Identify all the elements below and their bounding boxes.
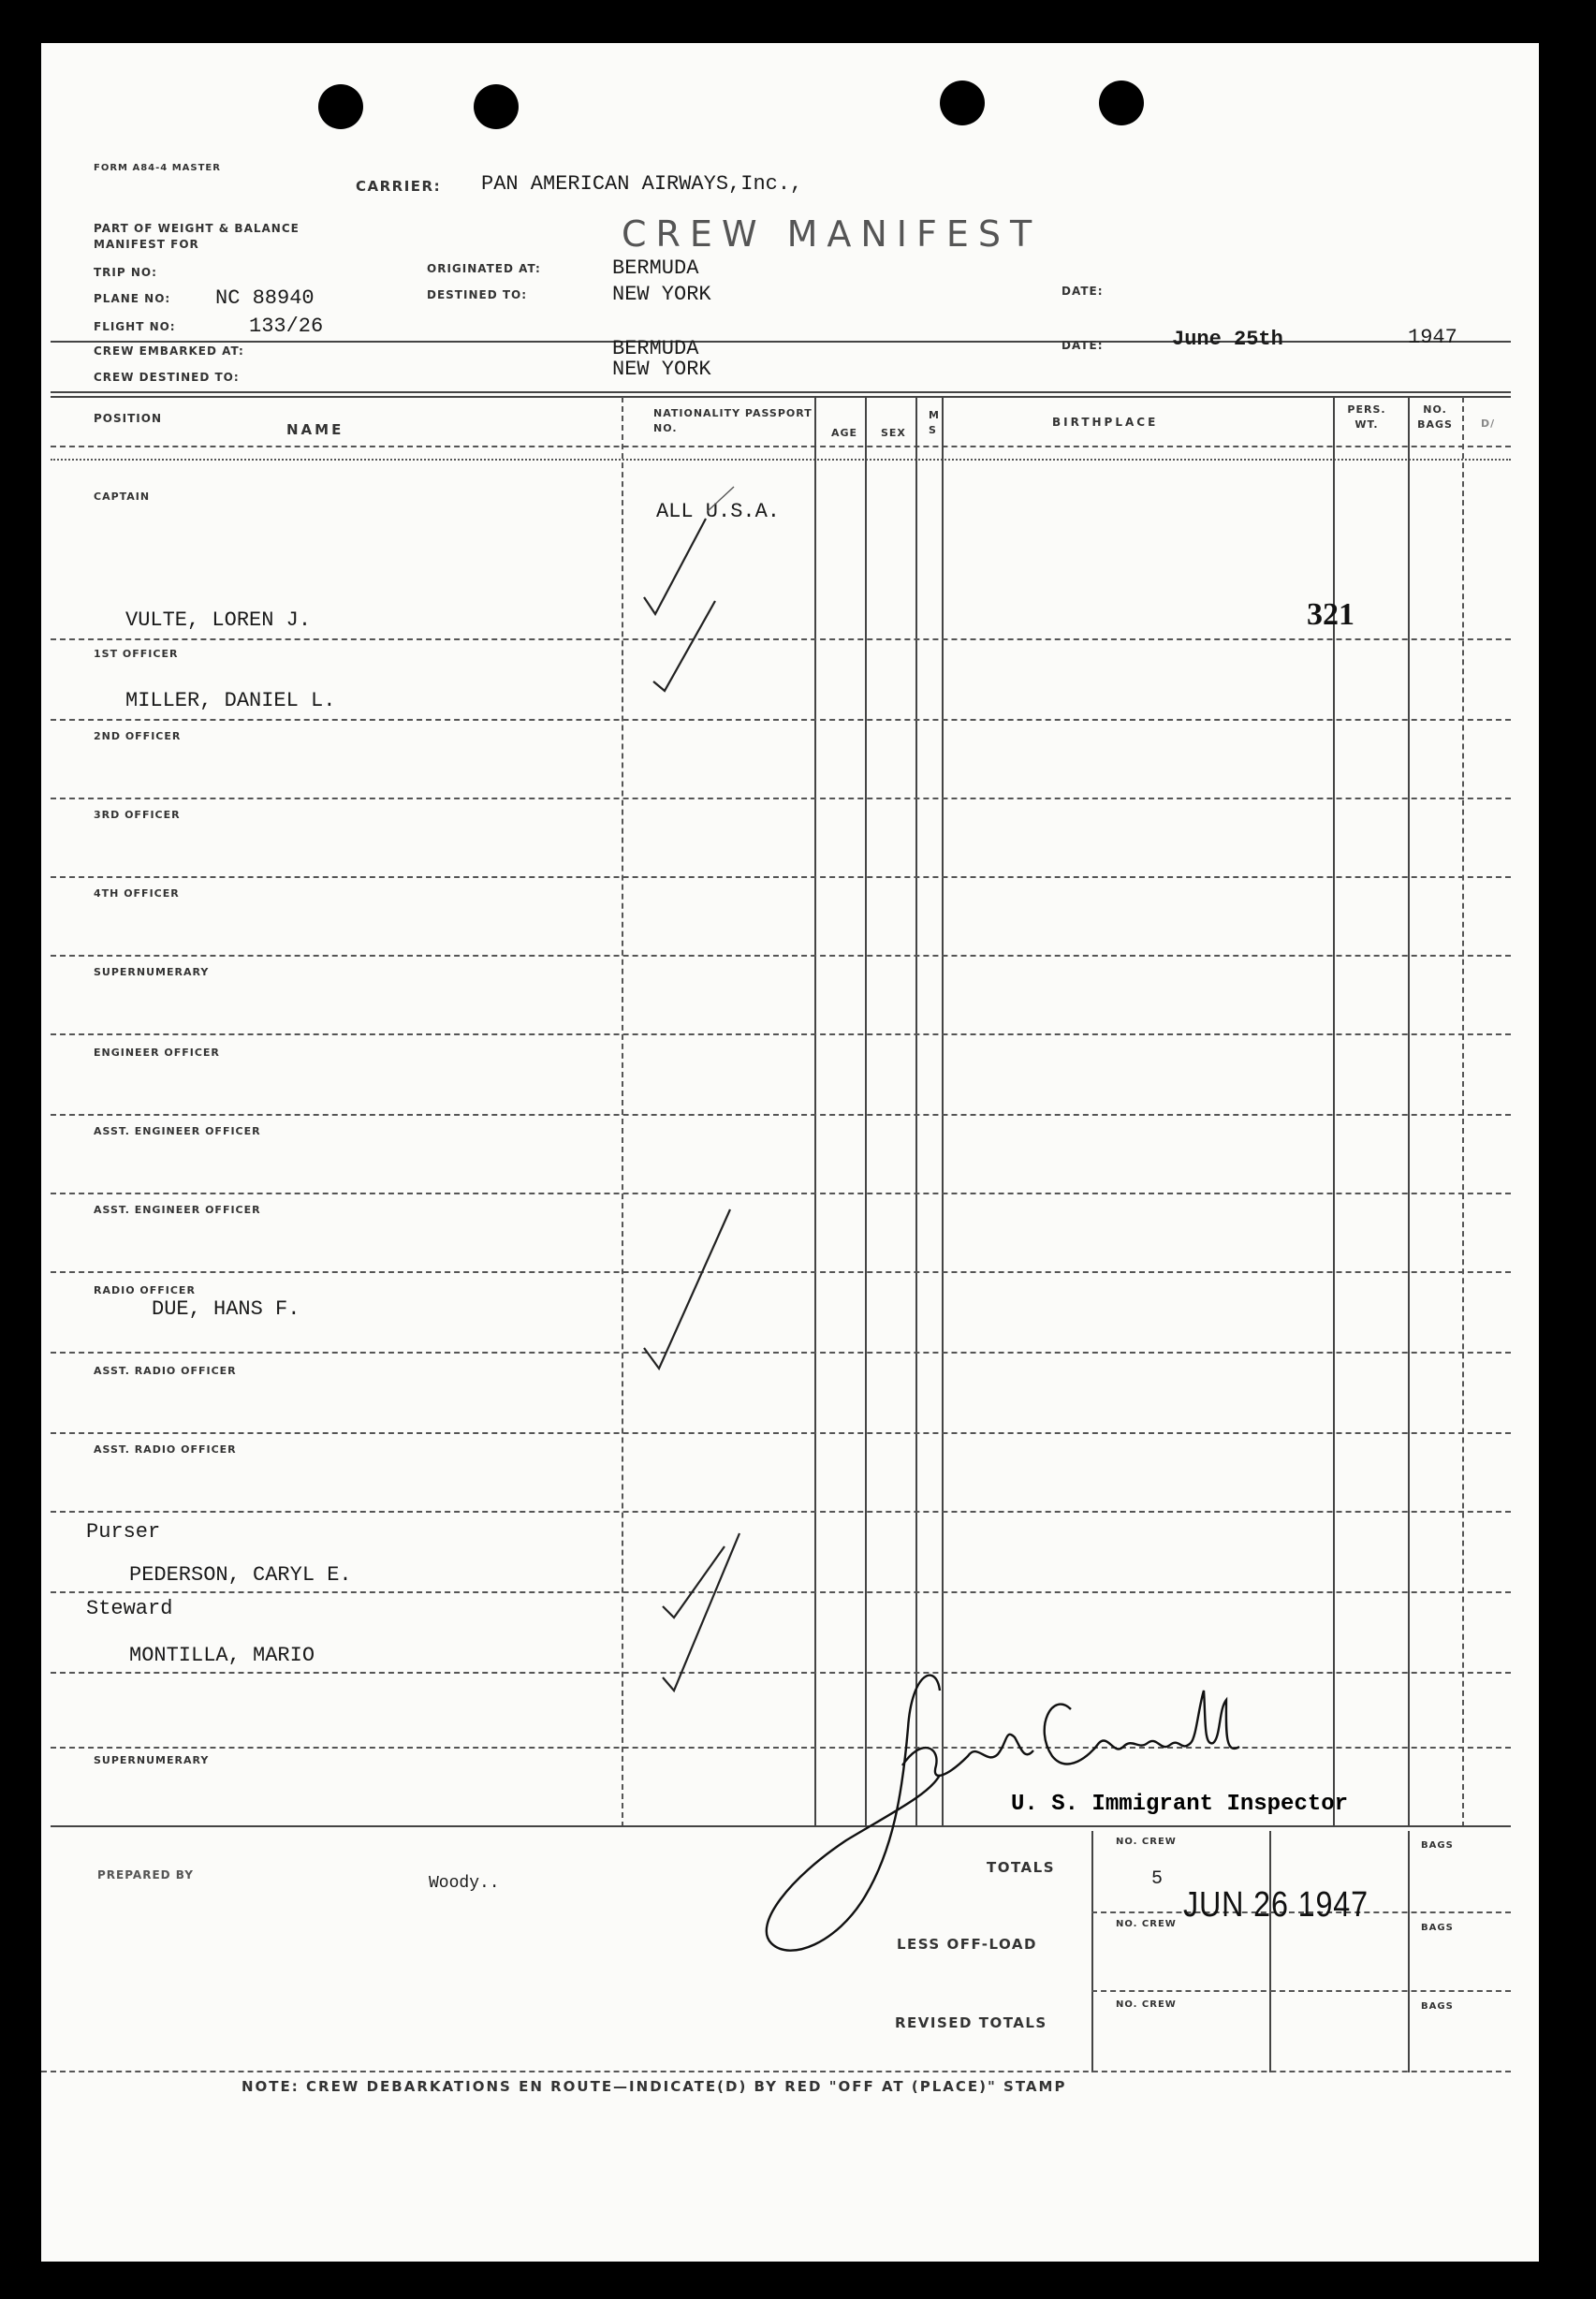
totals-rule bbox=[1091, 1990, 1511, 1992]
carrier-label: CARRIER: bbox=[356, 178, 442, 195]
row-name: MILLER, DANIEL L. bbox=[125, 689, 336, 712]
less-offload-label: LESS OFF-LOAD bbox=[897, 1936, 1037, 1953]
col-divider bbox=[915, 397, 917, 1827]
row-position: 3RD OFFICER bbox=[94, 809, 181, 821]
crew-destined-value: NEW YORK bbox=[612, 358, 711, 381]
punch-hole bbox=[1099, 81, 1144, 125]
row-name: PEDERSON, CARYL E. bbox=[129, 1563, 352, 1587]
bags-label: BAGS bbox=[1421, 2001, 1454, 2012]
totals-rule bbox=[41, 2071, 1511, 2072]
row-position: ASST. RADIO OFFICER bbox=[94, 1443, 237, 1456]
prepared-label: PREPARED BY bbox=[97, 1868, 194, 1882]
col-sex: SEX bbox=[881, 427, 906, 439]
row-rule bbox=[51, 1511, 1511, 1513]
row-rule bbox=[51, 1352, 1511, 1354]
date-stamp: JUN 26 1947 bbox=[1183, 1885, 1369, 1925]
row-position: SUPERNUMERARY bbox=[94, 966, 210, 978]
punch-hole bbox=[318, 84, 363, 129]
col-divider bbox=[622, 397, 623, 1827]
row-position: Steward bbox=[86, 1597, 173, 1620]
footer-note: NOTE: CREW DEBARKATIONS EN ROUTE—INDICATE(D) BY RED "OFF AT (PLACE)" STAMP bbox=[242, 2078, 1067, 2095]
header-rule bbox=[51, 459, 1511, 461]
carrier-value: PAN AMERICAN AIRWAYS,Inc., bbox=[481, 172, 803, 196]
col-divider bbox=[942, 397, 944, 1827]
flight-label: FLIGHT NO: bbox=[94, 320, 176, 333]
row-rule bbox=[51, 1193, 1511, 1194]
row-position: 4TH OFFICER bbox=[94, 887, 180, 900]
col-name: NAME bbox=[286, 421, 344, 438]
col-nationality: NATIONALITY PASSPORT NO. bbox=[653, 407, 813, 434]
punch-hole bbox=[940, 81, 985, 125]
crew-destined-label: CREW DESTINED TO: bbox=[94, 371, 240, 384]
check-mark-radio bbox=[640, 1194, 753, 1382]
row-rule bbox=[51, 955, 1511, 957]
no-crew-label: NO. CREW bbox=[1116, 1837, 1177, 1847]
destined-value: NEW YORK bbox=[612, 283, 711, 306]
col-position: POSITION bbox=[94, 412, 162, 425]
col-pers-wt: PERS. WT. bbox=[1347, 403, 1386, 431]
table-top-rule bbox=[51, 396, 1511, 398]
page-title: CREW MANIFEST bbox=[622, 213, 1042, 255]
no-crew-label: NO. CREW bbox=[1116, 1919, 1177, 1929]
row-name: DUE, HANS F. bbox=[152, 1297, 300, 1321]
bags-label: BAGS bbox=[1421, 1923, 1454, 1933]
punch-hole bbox=[474, 84, 519, 129]
date-value: June 25th bbox=[1172, 328, 1283, 351]
row-rule bbox=[51, 1114, 1511, 1116]
manifest-page bbox=[41, 43, 1539, 2262]
col-ms: M S bbox=[929, 409, 940, 436]
plane-label: PLANE NO: bbox=[94, 292, 171, 305]
row-rule bbox=[51, 1591, 1511, 1593]
col-age: AGE bbox=[831, 427, 858, 439]
form-code: FORM A84-4 MASTER bbox=[94, 163, 221, 173]
header-rule bbox=[51, 446, 1511, 447]
check-marks-top bbox=[640, 474, 753, 773]
crew-embarked-value: BERMUDA bbox=[612, 337, 699, 360]
crew-embarked-label: CREW EMBARKED AT: bbox=[94, 344, 244, 358]
date-label-2: DATE: bbox=[1062, 339, 1104, 352]
flight-value: 133/26 bbox=[249, 315, 324, 338]
col-divider bbox=[1408, 397, 1410, 1827]
row-position: ENGINEER OFFICER bbox=[94, 1047, 220, 1059]
row-name: VULTE, LOREN J. bbox=[125, 608, 312, 632]
prepared-by: Woody.. bbox=[429, 1874, 500, 1893]
row-position: SUPERNUMERARY bbox=[94, 1754, 210, 1766]
originated-label: ORIGINATED AT: bbox=[427, 262, 541, 275]
row-rule bbox=[51, 719, 1511, 721]
originated-value: BERMUDA bbox=[612, 256, 699, 280]
row-rule bbox=[51, 876, 1511, 878]
col-divider bbox=[865, 397, 867, 1827]
bags-label: BAGS bbox=[1421, 1840, 1454, 1851]
totals-divider bbox=[1408, 1831, 1410, 2072]
totals-label: TOTALS bbox=[987, 1859, 1056, 1876]
inspector-signature bbox=[753, 1653, 1352, 1971]
destined-label: DESTINED TO: bbox=[427, 288, 528, 301]
nationality-note: ALL U.S.A. bbox=[655, 500, 781, 523]
crew-total: 5 bbox=[1151, 1868, 1164, 1890]
col-extra: D/ bbox=[1481, 417, 1496, 430]
col-divider bbox=[1462, 397, 1464, 1827]
row-rule bbox=[51, 1271, 1511, 1273]
weight-balance-label: PART OF WEIGHT & BALANCE MANIFEST FOR bbox=[94, 222, 300, 251]
trip-label: TRIP NO: bbox=[94, 266, 157, 279]
row-position: RADIO OFFICER bbox=[94, 1284, 196, 1296]
weight-note: 321 bbox=[1307, 597, 1354, 632]
row-position: 1ST OFFICER bbox=[94, 648, 179, 660]
row-position: 2ND OFFICER bbox=[94, 730, 182, 742]
header-rule bbox=[51, 341, 1511, 343]
row-rule bbox=[51, 798, 1511, 799]
row-name: MONTILLA, MARIO bbox=[129, 1644, 315, 1667]
inspector-stamp: U. S. Immigrant Inspector bbox=[1011, 1792, 1349, 1817]
row-position: Purser bbox=[86, 1520, 161, 1544]
table-top-rule bbox=[51, 391, 1511, 393]
row-rule bbox=[51, 638, 1511, 640]
plane-value: NC 88940 bbox=[215, 286, 315, 310]
row-position: CAPTAIN bbox=[94, 491, 151, 503]
date-label-1: DATE: bbox=[1062, 285, 1104, 298]
row-position: ASST. RADIO OFFICER bbox=[94, 1365, 237, 1377]
row-rule bbox=[51, 1033, 1511, 1035]
row-position: ASST. ENGINEER OFFICER bbox=[94, 1125, 261, 1137]
col-divider bbox=[814, 397, 816, 1827]
row-position: ASST. ENGINEER OFFICER bbox=[94, 1204, 261, 1216]
revised-totals-label: REVISED TOTALS bbox=[895, 2014, 1047, 2031]
row-rule bbox=[51, 1432, 1511, 1434]
year-value: 1947 bbox=[1408, 326, 1457, 349]
col-no-bags: NO. BAGS bbox=[1417, 403, 1453, 431]
no-crew-label: NO. CREW bbox=[1116, 1999, 1177, 2010]
col-birthplace: BIRTHPLACE bbox=[1052, 416, 1159, 429]
